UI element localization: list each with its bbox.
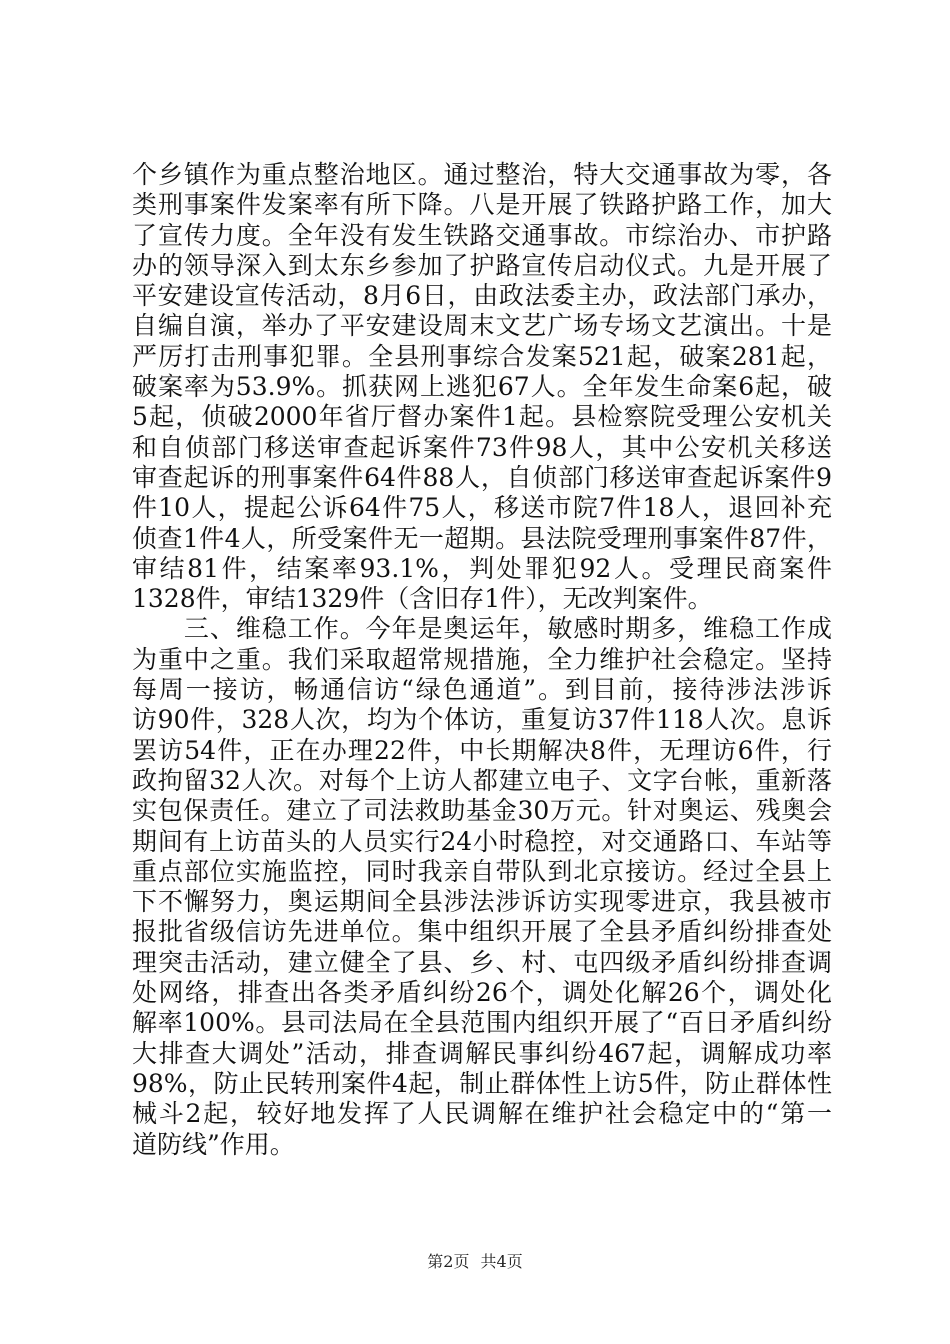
text-line: 政拘留32人次。对每个上访人都建立电子、文字台帐，重新落 xyxy=(132,765,832,795)
text-line: 和自侦部门移送审查起诉案件73件98人，其中公安机关移送 xyxy=(132,432,832,462)
text-line: 理突击活动，建立健全了县、乡、村、屯四级矛盾纠纷排查调 xyxy=(132,947,832,977)
document-body xyxy=(132,160,832,1160)
text-line: 严厉打击刑事犯罪。全县刑事综合发案521起，破案281起， xyxy=(132,341,832,371)
text-line: 1328件，审结1329件（含旧存1件），无改判案件。 xyxy=(132,584,713,614)
text-line: 审查起诉的刑事案件64件88人，自侦部门移送审查起诉案件9 xyxy=(132,462,832,492)
text-line: 下不懈努力，奥运期间全县涉法涉诉访实现零进京，我县被市 xyxy=(132,887,832,917)
text-line: 大排查大调处”活动，排查调解民事纠纷467起，调解成功率 xyxy=(132,1038,832,1068)
text-line: 每周一接访，畅通信访“绿色通道”。到目前，接待涉法涉诉 xyxy=(132,675,832,705)
text-line: 处网络，排查出各类矛盾纠纷26个，调处化解26个，调处化 xyxy=(132,978,832,1008)
text-line: 个乡镇作为重点整治地区。通过整治，特大交通事故为零，各 xyxy=(132,160,832,189)
page-total: 共4页 xyxy=(480,1252,523,1271)
text-line: 访90件，328人次，均为个体访，重复访37件118人次。息诉 xyxy=(132,705,832,735)
text-line: 平安建设宣传活动，8月6日，由政法委主办，政法部门承办， xyxy=(132,281,832,311)
text-line: 为重中之重。我们采取超常规措施，全力维护社会稳定。坚持 xyxy=(132,644,832,674)
text-line: 办的领导深入到太东乡参加了护路宣传启动仪式。九是开展了 xyxy=(132,250,832,280)
text-line: 破案率为53.9%。抓获网上逃犯67人。全年发生命案6起，破 xyxy=(132,372,832,402)
text-line: 侦查1件4人，所受案件无一超期。县法院受理刑事案件87件， xyxy=(132,523,832,553)
text-line: 械斗2起，较好地发挥了人民调解在维护社会稳定中的“第一 xyxy=(132,1099,832,1129)
page-number: 第2页 xyxy=(427,1252,470,1271)
page-footer xyxy=(0,1252,950,1272)
text-line: 三、维稳工作。今年是奥运年，敏感时期多，维稳工作成 xyxy=(132,614,832,644)
text-line: 5起，侦破2000年省厅督办案件1起。县检察院受理公安机关 xyxy=(132,402,832,432)
text-line: 道防线”作用。 xyxy=(132,1129,295,1159)
text-line: 期间有上访苗头的人员实行24小时稳控，对交通路口、车站等 xyxy=(132,826,832,856)
text-line: 罢访54件，正在办理22件，中长期解决8件，无理访6件，行 xyxy=(132,735,832,765)
text-line: 重点部位实施监控，同时我亲自带队到北京接访。经过全县上 xyxy=(132,856,832,886)
text-line: 自编自演，举办了平安建设周末文艺广场专场文艺演出。十是 xyxy=(132,311,832,341)
text-line: 报批省级信访先进单位。集中组织开展了全县矛盾纠纷排查处 xyxy=(132,917,832,947)
text-line: 实包保责任。建立了司法救助基金30万元。针对奥运、残奥会 xyxy=(132,796,832,826)
text-line: 了宣传力度。全年没有发生铁路交通事故。市综治办、市护路 xyxy=(132,220,832,250)
text-line: 解率100%。县司法局在全县范围内组织开展了“百日矛盾纠纷 xyxy=(132,1008,832,1038)
text-line: 审结81件，结案率93.1%，判处罪犯92人。受理民商案件 xyxy=(132,553,832,583)
text-line: 件10人，提起公诉64件75人，移送市院7件18人，退回补充 xyxy=(132,493,832,523)
text-line: 类刑事案件发案率有所下降。八是开展了铁路护路工作，加大 xyxy=(132,190,832,220)
text-line: 98%，防止民转刑案件4起，制止群体性上访5件，防止群体性 xyxy=(132,1068,832,1098)
